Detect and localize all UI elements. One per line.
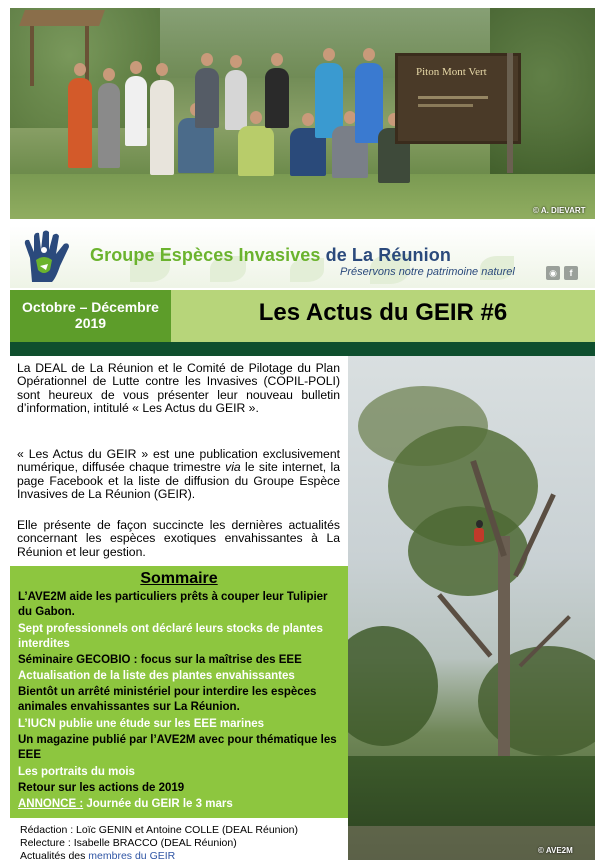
intro-p2-b: le site internet, la page Facebook et la liste de diffusion du Groupe Espèce Invasives de La Réunion (GEIR). xyxy=(17,460,340,502)
site-sign xyxy=(395,53,521,144)
members-link[interactable]: membres du GEIR xyxy=(88,850,176,862)
relecture-credit: Relecture : Isabelle BRACCO (DEAL Réunion) xyxy=(20,837,237,849)
hero-group-photo xyxy=(10,8,595,219)
hero-photo-credit: © A. DIEVART xyxy=(533,206,586,215)
toc-item-7[interactable]: Un magazine publié par l’AVE2M avec pour thématique les EEE xyxy=(18,734,337,761)
intro-paragraph-1: La DEAL de La Réunion et le Comité de Pilotage du Plan Opérationnel de Lutte contre les Invasives (COPIL-POLI) sont heureux de vous présenter leur nouveau bulletin d’information, intitulé « Les Actus du GEIR ». xyxy=(17,361,340,416)
sign-text: Piton Mont Vert xyxy=(416,66,487,78)
intro-paragraph-2 xyxy=(17,448,340,502)
toc-item-5[interactable]: Bientôt un arrêté ministériel pour interdire les espèces animales envahissantes sur La Réunion. xyxy=(18,686,317,713)
tree-climber-photo xyxy=(348,356,595,860)
toc-item-6[interactable]: L’IUCN publie une étude sur les EEE marines xyxy=(18,718,265,730)
announcement-text: Journée du GEIR le 3 mars xyxy=(83,798,233,810)
issue-date-line1: Octobre – Décembre xyxy=(22,299,159,315)
intro-paragraph-3: Elle présente de façon succincte les dernières actualités concernant les espèces exotiques envahissantes à La Réunion et leur gestion. xyxy=(17,518,340,559)
organization-name xyxy=(90,245,451,266)
intro-p2-via: via xyxy=(225,460,241,475)
toc-item-8[interactable]: Les portraits du mois xyxy=(18,766,135,778)
facebook-icon[interactable]: f xyxy=(564,266,578,280)
issue-title-box xyxy=(171,290,595,342)
rss-icon[interactable]: ◉ xyxy=(546,266,560,280)
geir-hand-logo-icon xyxy=(22,230,74,285)
toc-item-9[interactable]: Retour sur les actions de 2019 xyxy=(18,782,185,794)
org-name-part2: de La Réunion xyxy=(325,245,451,265)
table-of-contents xyxy=(10,566,348,818)
toc-item-2[interactable]: Sept professionnels ont déclaré leurs stocks de plantes interdites xyxy=(18,623,323,650)
intro-p2-a: « Les Actus du GEIR » est une publication exclusivement numérique, diffusée chaque trimestre xyxy=(17,447,340,475)
toc-item-4[interactable]: Actualisation de la liste des plantes envahissantes xyxy=(18,670,295,682)
members-news-prefix: Actualités des xyxy=(20,850,89,862)
announcement-label: ANNONCE : xyxy=(18,798,84,810)
issue-date-box xyxy=(10,290,171,342)
org-name-part1: Groupe Espèces Invasives xyxy=(90,245,326,265)
redaction-credit: Rédaction : Loïc GENIN et Antoine COLLE (DEAL Réunion) xyxy=(20,824,299,836)
toc-item-3[interactable]: Séminaire GECOBIO : focus sur la maîtrise des EEE xyxy=(18,654,302,666)
tagline: Préservons notre patrimoine naturel xyxy=(340,266,515,278)
toc-item-1[interactable]: L’AVE2M aide les particuliers prêts à couper leur Tulipier du Gabon. xyxy=(18,591,328,618)
members-news xyxy=(20,850,175,862)
divider-bar xyxy=(10,342,595,356)
toc-title: Sommaire xyxy=(140,570,218,587)
issue-date-line2: 2019 xyxy=(74,315,107,331)
issue-title: Les Actus du GEIR #6 xyxy=(258,299,508,326)
toc-announcement[interactable] xyxy=(18,797,344,812)
tree-photo-credit: © AVE2M xyxy=(538,846,573,855)
